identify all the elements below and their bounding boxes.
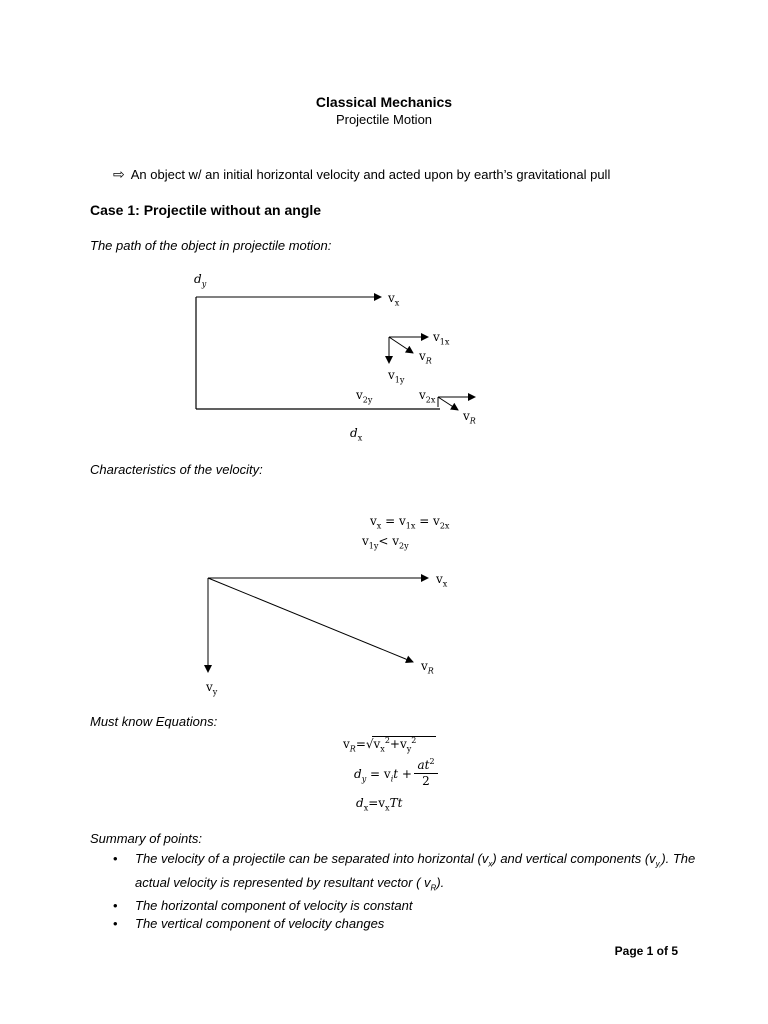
fig2-label-vy: $v_y$ <box>206 680 218 697</box>
list-item: • The velocity of a projectile can be separated into horizontal $(v_x)$ and vertical components $(v_{y,})$. The actual velocity is represented by resultant vector ( $v_R$). <box>113 851 696 893</box>
equation-dy: $d_y = v_it$ + <box>354 767 412 784</box>
page-number: Page 1 of 5 <box>614 944 678 958</box>
right-arrow-outline-icon: ⇨ <box>113 166 125 182</box>
fig2-label-vR: $v_R$ <box>421 659 434 676</box>
label-vR2: $v_R$ <box>463 409 476 426</box>
label-v1y: $v_{1y}$ <box>388 368 405 385</box>
document-title: Classical Mechanics <box>315 94 453 110</box>
equation-vR: $v_R=√v_x^2+v_y^2$ <box>343 736 417 754</box>
list-item: • The vertical component of velocity changes <box>113 916 385 932</box>
label-vR1: $v_R$ <box>419 349 432 366</box>
list-item: • The horizontal component of velocity is constant <box>113 898 413 914</box>
path-caption: The path of the object in projectile motion: <box>90 238 332 253</box>
sqrt-overline <box>372 736 436 737</box>
relation-line-2: $v_{1y}< v_{2y}$ <box>362 534 409 551</box>
bullet-icon: • <box>113 851 118 866</box>
fig2-label-vx: $v_x$ <box>436 572 448 589</box>
label-vx: $v_x$ <box>388 291 400 308</box>
case1-heading: Case 1: Projectile without an angle <box>90 202 322 218</box>
label-v1x: $v_{1x}$ <box>433 330 450 347</box>
velocity-caption: Characteristics of the velocity: <box>90 462 263 477</box>
document-subtitle: Projectile Motion <box>335 112 433 127</box>
equations-caption: Must know Equations: <box>90 714 218 729</box>
summary-caption: Summary of points: <box>90 831 202 846</box>
label-v2x: $v_{2x}$ <box>419 388 436 405</box>
equation-dy-fraction: $at^2$ 2 <box>414 757 438 788</box>
summary-list <box>113 850 715 933</box>
intro-text: An object w/ an initial horizontal velocity and acted upon by earth’s gravitational pull <box>130 167 611 182</box>
vR2-arrow <box>438 397 458 410</box>
relation-line-1: $v_x = v_{1x} = v_{2x}$ <box>370 514 450 531</box>
equation-dx: $d_x=v_xTt$ <box>356 796 403 813</box>
label-v2y: $v_{2y}$ <box>356 388 373 405</box>
bullet-icon: • <box>113 898 118 914</box>
vR1-arrow <box>389 337 413 353</box>
label-dx: $d_x$ <box>350 426 363 443</box>
fig2-vR-arrow <box>208 578 413 662</box>
bullet-icon: • <box>113 916 118 932</box>
label-dy: $d_y$ <box>194 272 207 289</box>
